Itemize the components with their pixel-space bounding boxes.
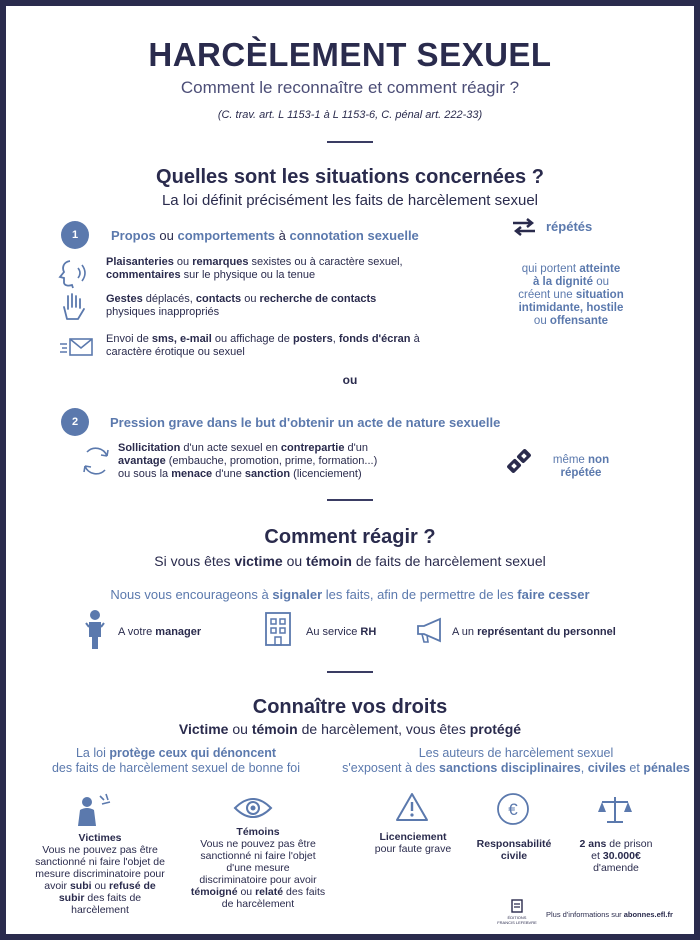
case-2-details: Sollicitation d'un acte sexuel en contrepartie d'un avantage (embauche, promotion, prime, formation...) ou sous la menace d'une sanction (licenciement) <box>118 442 378 480</box>
page-subtitle: Comment le reconnaître et comment réagir ? <box>180 78 520 97</box>
mail-icon <box>58 336 94 358</box>
scales-icon <box>597 794 633 826</box>
divider <box>327 141 373 143</box>
situations-intro: La loi définit précisément les faits de harcèlement sexuel <box>161 192 539 209</box>
react-heading: Comment réagir ? <box>264 526 436 548</box>
victims-block: Victimes Vous ne pouvez pas être sanctionné ni faire l'objet de mesure discriminatoire pour avoir subi ou refusé de subir des faits de harcèlement <box>35 832 165 916</box>
page-title: HARCÈLEMENT SEXUEL <box>148 36 552 73</box>
sanction-dismissal: Licenciement pour faute grave <box>374 831 452 855</box>
situations-heading: Quelles sont les situations concernées ? <box>156 166 544 188</box>
svg-text:€: € <box>508 800 518 819</box>
infographic-page <box>6 6 694 934</box>
megaphone-icon <box>414 616 446 644</box>
item-messages: Envoi de sms, e-mail ou affichage de posters, fonds d'écran à caractère érotique ou sexuel <box>106 333 420 358</box>
witnesses-block: Témoins Vous ne pouvez pas être sanctionné ni faire l'objet d'une mesure discriminatoire pour avoir témoigné ou relaté des faits de harcèlement <box>190 826 326 910</box>
manager-person-icon <box>80 609 110 649</box>
victim-icon <box>74 792 114 828</box>
divider <box>327 499 373 501</box>
hand-icon <box>58 291 90 323</box>
react-intro: Si vous êtes victime ou témoin de faits de harcèlement sexuel <box>154 553 546 569</box>
encourage-text: Nous vous encourageons à signaler les faits, afin de permettre de les faire cesser <box>110 587 590 602</box>
case-2-number: 2 <box>61 408 89 436</box>
repeat-arrows-icon <box>511 216 537 238</box>
euro-coin-icon <box>496 792 530 826</box>
contact-representative: A un représentant du personnel <box>452 626 616 638</box>
footer-link[interactable]: abonnes.efl.fr <box>623 910 673 919</box>
speech-face-icon <box>56 258 90 290</box>
sanctions-lead: Les auteurs de harcèlement sexuel s'exposent à des sanctions disciplinaires, civiles et pénales <box>342 746 690 775</box>
repeated-label: répétés <box>546 219 593 234</box>
item-gestures: Gestes déplacés, contacts ou recherche de contacts physiques inappropriés <box>106 293 377 318</box>
eye-icon <box>233 796 273 820</box>
publisher-logo-icon <box>511 899 523 913</box>
protection-lead: La loi protège ceux qui dénoncent des faits de harcèlement sexuel de bonne foi <box>51 746 301 775</box>
divider <box>327 671 373 673</box>
legal-reference: (C. trav. art. L 1153-1 à L 1153-6, C. pénal art. 222-33) <box>217 109 483 121</box>
case-1-title: Propos ou comportements à connotation sexuelle <box>111 228 419 243</box>
warning-icon <box>395 792 429 822</box>
sanction-penal: 2 ans de prison et 30.000€ d'amende <box>579 838 653 874</box>
publisher-logo: ÉDITIONS FRANCIS LEFEBVRE <box>497 915 537 925</box>
contact-manager: A votre manager <box>118 626 202 638</box>
consequence-text: qui portent atteinte à la dignité ou créent une situation intimidante, hostile ou offensante <box>518 263 624 327</box>
rights-intro: Victime ou témoin de harcèlement, vous êtes protégé <box>178 721 522 737</box>
broken-chain-icon <box>502 444 536 478</box>
non-repeated-note: même non répétée <box>552 454 610 479</box>
item-jokes: Plaisanteries ou remarques sexistes ou à caractère sexuel, commentaires sur le physique ou la tenue <box>106 256 403 281</box>
footer-info: Plus d'informations sur abonnes.efl.fr <box>546 910 673 919</box>
case-1-number: 1 <box>61 221 89 249</box>
or-separator: ou <box>342 373 358 387</box>
exchange-arrows-icon <box>79 444 113 478</box>
contact-hr: Au service RH <box>306 626 377 638</box>
sanction-civil: Responsabilité civile <box>476 838 552 862</box>
building-icon <box>263 611 293 647</box>
case-2-title: Pression grave dans le but d'obtenir un acte de nature sexuelle <box>110 415 501 430</box>
rights-heading: Connaître vos droits <box>252 696 448 718</box>
